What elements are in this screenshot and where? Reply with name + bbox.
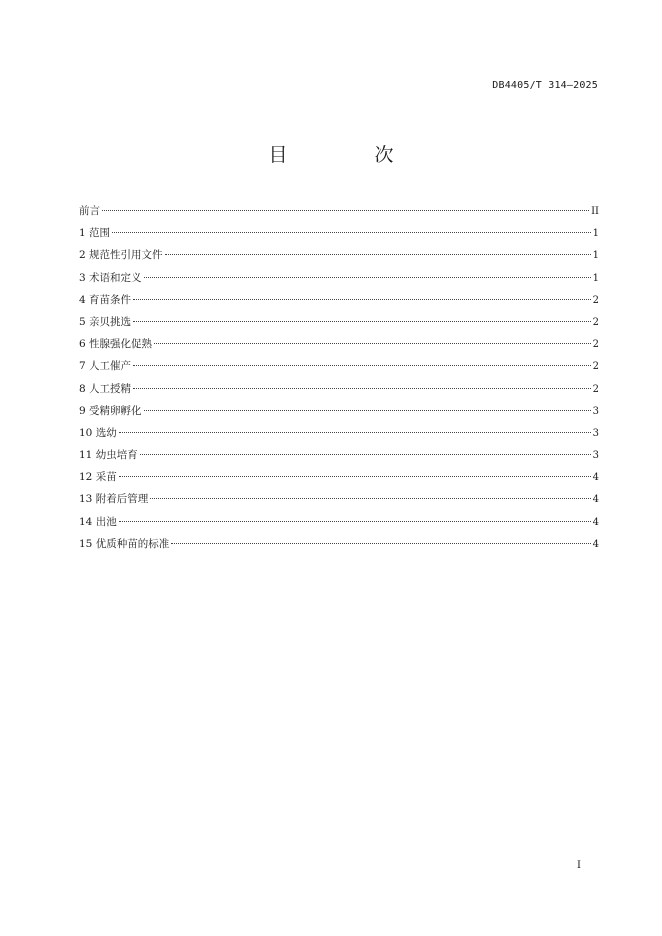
dot-leader xyxy=(165,254,591,255)
toc-entry-page: 4 xyxy=(592,516,599,528)
toc-entry-page: 3 xyxy=(592,405,599,417)
toc-entry[interactable] xyxy=(79,222,599,244)
toc-entry-page: 3 xyxy=(592,450,599,462)
dot-leader xyxy=(140,454,591,455)
toc-entry[interactable] xyxy=(79,355,599,377)
dot-leader xyxy=(171,543,590,544)
toc-entry[interactable] xyxy=(79,378,599,400)
toc-entry-label: 14 出池 xyxy=(79,515,117,528)
dot-leader xyxy=(133,388,591,389)
toc-entry-label: 12 采苗 xyxy=(79,471,117,484)
toc-entry-page: II xyxy=(591,206,599,217)
toc-entry-label: 10 选幼 xyxy=(79,426,117,439)
toc-entry-label: 9 受精卵孵化 xyxy=(79,404,142,417)
toc-entry-page: 3 xyxy=(592,427,599,439)
toc-entry-page: 1 xyxy=(592,250,599,262)
toc-entry[interactable] xyxy=(79,333,599,355)
toc-entry-label: 6 性腺强化促熟 xyxy=(79,338,153,351)
document-code: DB4405/T 314—2025 xyxy=(492,80,598,91)
page-number: I xyxy=(577,860,581,871)
toc-entry-label: 11 幼虫培育 xyxy=(79,449,138,462)
dot-leader xyxy=(133,299,591,300)
toc-entry[interactable] xyxy=(79,444,599,466)
dot-leader xyxy=(119,521,591,522)
dot-leader xyxy=(133,321,591,322)
toc-entry-page: 1 xyxy=(592,272,599,284)
toc-entry[interactable] xyxy=(79,488,599,510)
dot-leader xyxy=(112,232,591,233)
dot-leader xyxy=(154,343,591,344)
toc-entry[interactable] xyxy=(79,311,599,333)
toc-entry[interactable] xyxy=(79,244,599,266)
toc-entry-page: 4 xyxy=(592,538,599,550)
toc-entry-page: 2 xyxy=(592,294,599,306)
dot-leader xyxy=(119,476,591,477)
toc-entry-label: 1 范围 xyxy=(79,227,111,240)
toc-entry-label: 4 育苗条件 xyxy=(79,293,132,306)
toc-entry-page: 4 xyxy=(592,494,599,506)
toc-entry[interactable] xyxy=(79,289,599,311)
toc-entry-page: 2 xyxy=(592,316,599,328)
toc-entry-label: 13 附着后管理 xyxy=(79,493,149,506)
toc-entry[interactable] xyxy=(79,466,599,488)
toc-entry-label: 2 规范性引用文件 xyxy=(79,249,163,262)
dot-leader xyxy=(144,410,591,411)
toc-title: 目 次 xyxy=(268,144,428,166)
toc-entry-label: 前言 xyxy=(79,205,100,217)
toc-entry-label: 3 术语和定义 xyxy=(79,271,142,284)
table-of-contents xyxy=(79,200,599,555)
toc-entry-label: 15 优质种苗的标准 xyxy=(79,537,170,550)
toc-entry-label: 5 亲贝挑选 xyxy=(79,315,132,328)
toc-entry[interactable] xyxy=(79,267,599,289)
toc-entry[interactable] xyxy=(79,400,599,422)
dot-leader xyxy=(150,498,590,499)
dot-leader xyxy=(133,365,591,366)
dot-leader xyxy=(119,432,591,433)
toc-entry-page: 2 xyxy=(592,339,599,351)
dot-leader xyxy=(144,277,591,278)
dot-leader xyxy=(102,210,589,211)
toc-entry-label: 7 人工催产 xyxy=(79,360,132,373)
toc-entry-page: 1 xyxy=(592,228,599,240)
toc-entry-page: 2 xyxy=(592,361,599,373)
toc-entry[interactable] xyxy=(79,422,599,444)
toc-entry[interactable] xyxy=(79,511,599,533)
toc-entry[interactable] xyxy=(79,200,599,222)
toc-entry-page: 2 xyxy=(592,383,599,395)
toc-entry[interactable] xyxy=(79,533,599,555)
toc-entry-page: 4 xyxy=(592,472,599,484)
toc-entry-label: 8 人工授精 xyxy=(79,382,132,395)
